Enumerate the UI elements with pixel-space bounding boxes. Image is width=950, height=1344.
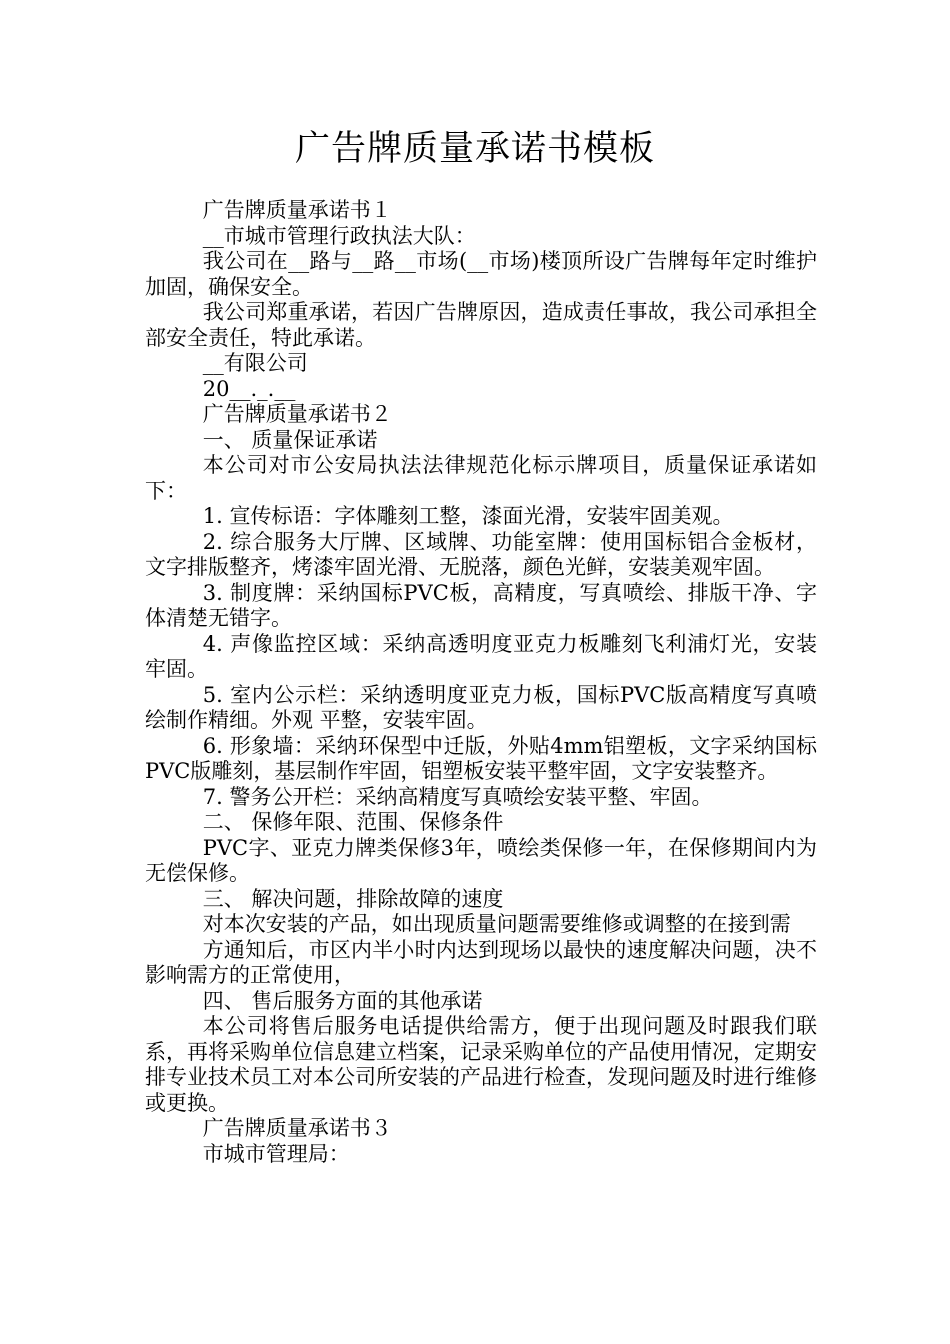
paragraph: 本公司将售后服务电话提供给需方，便于出现问题及时跟我们联系，再将采购单位信息建立档案，记录采购单位的产品使用情况，定期安排专业技术员工对本公司所安装的产品进行检查，发现问题及时进行维修或更换。 bbox=[145, 1014, 817, 1115]
paragraph: 我公司在__路与__路__市场(__市场)楼顶所设广告牌每年定时维护加固，确保安全。 bbox=[145, 249, 817, 299]
paragraph: 3. 制度牌：采纳国标PVC板，高精度，写真喷绘、排版干净、字体清楚无错字。 bbox=[145, 580, 817, 630]
paragraph: 市城市管理局： bbox=[202, 1141, 350, 1166]
paragraph: 20__._.__ bbox=[202, 376, 296, 401]
paragraph: 对本次安装的产品，如出现质量问题需要维修或调整的在接到需 bbox=[202, 912, 791, 936]
paragraph: 我公司郑重承诺，若因广告牌原因，造成责任事故，我公司承担全部安全责任，特此承诺。 bbox=[145, 300, 817, 350]
paragraph: 四、 售后服务方面的其他承诺 bbox=[202, 988, 483, 1013]
paragraph: PVC字、亚克力牌类保修3年，喷绘类保修一年，在保修期间内为无偿保修。 bbox=[145, 835, 817, 885]
paragraph: 广告牌质量承诺书１ bbox=[202, 198, 392, 222]
paragraph: 本公司对市公安局执法法律规范化标示牌项目，质量保证承诺如下： bbox=[145, 453, 817, 503]
paragraph: 2. 综合服务大厅牌、区域牌、功能室牌：使用国标铝合金板材， 文字排版整齐，烤漆牢固光滑、无脱落，颜色光鲜，安装美观牢固。 bbox=[145, 529, 824, 579]
paragraph: 4. 声像监控区域：采纳高透明度亚克力板雕刻飞利浦灯光，安装牢固。 bbox=[145, 631, 817, 681]
paragraph: 6. 形象墙：采纳环保型中迁版，外贴4mm铝塑板，文字采纳国标PVC版雕刻，基层制作牢固，铝塑板安装平整牢固，文字安装整齐。 bbox=[145, 733, 817, 783]
document-title: 广告牌质量承诺书模板 bbox=[294, 129, 655, 169]
paragraph: __市城市管理行政执法大队： bbox=[202, 223, 476, 248]
paragraph: 二、 保修年限、范围、保修条件 bbox=[202, 810, 504, 834]
paragraph: 广告牌质量承诺书３ bbox=[202, 1116, 392, 1140]
paragraph: 5. 室内公示栏：采纳透明度亚克力板，国标PVC版高精度写真喷绘制作精细。外观 平整，安装牢固。 bbox=[145, 682, 817, 732]
document-body bbox=[145, 198, 824, 1167]
paragraph: 一、 质量保证承诺 bbox=[202, 427, 378, 452]
paragraph: 1. 宣传标语：字体雕刻工整，漆面光滑，安装牢固美观。 bbox=[202, 504, 734, 528]
paragraph: 7. 警务公开栏：采纳高精度写真喷绘安装平整、牢固。 bbox=[202, 784, 713, 809]
paragraph: 方通知后，市区内半小时内达到现场以最快的速度解决问题，决不影响需方的正常使用， bbox=[145, 937, 817, 987]
paragraph: 广告牌质量承诺书２ bbox=[202, 402, 392, 426]
paragraph: __有限公司 bbox=[202, 351, 308, 375]
paragraph: 三、 解决问题，排除故障的速度 bbox=[202, 886, 504, 911]
